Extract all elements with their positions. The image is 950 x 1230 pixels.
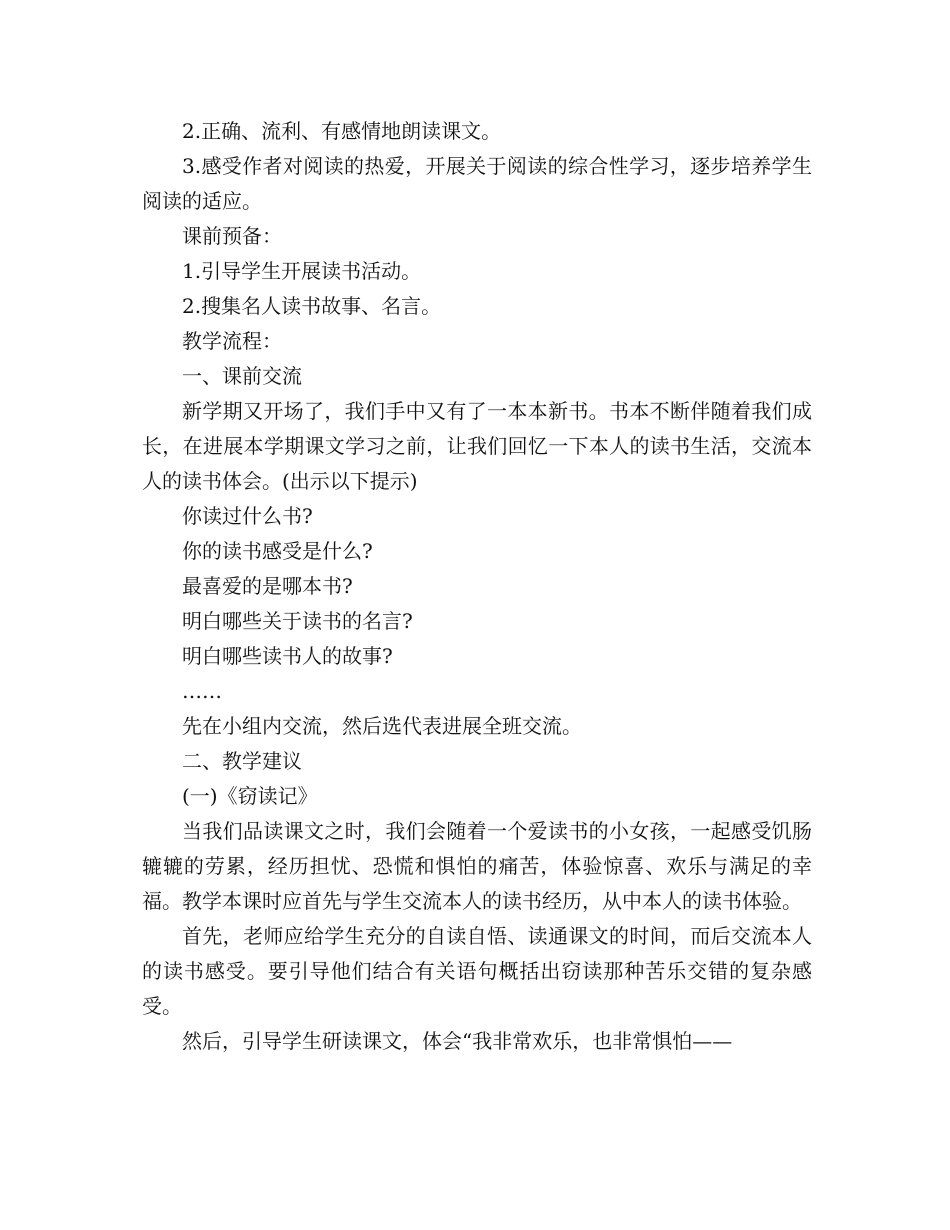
heading-preparation: 课前预备： <box>182 224 282 248</box>
ellipsis: …… <box>182 679 222 703</box>
prompt-item: 最喜爱的是哪本书? <box>182 574 353 598</box>
prompt-item: 你读过什么书? <box>182 504 313 528</box>
paragraph-goal-3: 3.感受作者对阅读的热爱，开展关于阅读的综合性学习，逐步培养学生阅读的适应。 <box>142 154 812 213</box>
heading-section-1: 一、课前交流 <box>182 364 302 388</box>
prompt-item: 明白哪些关于读书的名言? <box>182 609 413 633</box>
paragraph-group-exchange: 先在小组内交流，然后选代表进展全班交流。 <box>182 714 582 738</box>
paragraph-goal-2: 2.正确、流利、有感情地朗读课文。 <box>182 119 502 143</box>
paragraph-lesson-intro: 当我们品读课文之时，我们会随着一个爱读书的小女孩，一起感受饥肠辘辘的劳累，经历担忧、恐慌和惧怕的痛苦，体验惊喜、欢乐与满足的幸福。教学本课时应首先与学生交流本人的读书经历，从中本人的读书体验。 <box>142 819 812 913</box>
prompt-item: 你的读书感受是什么? <box>182 539 373 563</box>
heading-section-2: 二、教学建议 <box>182 749 302 773</box>
prompt-item: 明白哪些读书人的故事? <box>182 644 393 668</box>
paragraph-prep-2: 2.搜集名人读书故事、名言。 <box>182 294 442 318</box>
paragraph-then-step: 然后，引导学生研读课文，体会“我非常欢乐，也非常惧怕—— <box>182 1029 733 1053</box>
paragraph-intro: 新学期又开场了，我们手中又有了一本本新书。书本不断伴随着我们成长，在进展本学期课文学习之前，让我们回忆一下本人的读书生活，交流本人的读书体会。(出示以下提示) <box>142 399 812 493</box>
heading-teaching-process: 教学流程： <box>182 329 282 353</box>
paragraph-first-step: 首先，老师应给学生充分的自读自悟、读通课文的时间，而后交流本人的读书感受。要引导他们结合有关语句概括出窃读那种苦乐交错的复杂感受。 <box>142 924 812 1018</box>
document-body <box>142 114 812 1059</box>
paragraph-prep-1: 1.引导学生开展读书活动。 <box>182 259 422 283</box>
heading-subsection-1: (一)《窃读记》 <box>182 784 318 808</box>
